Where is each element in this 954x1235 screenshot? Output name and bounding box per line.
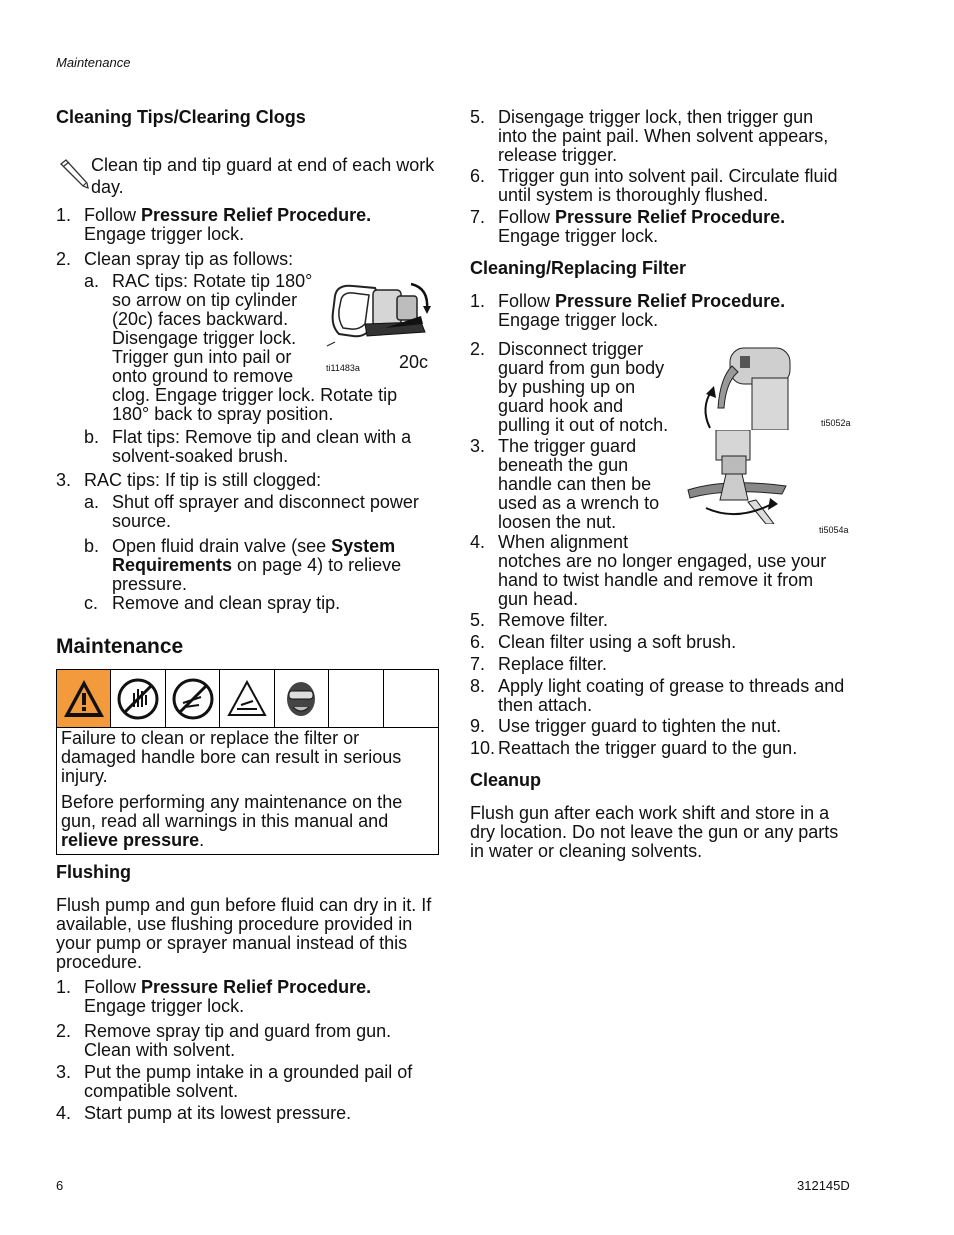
skin-injection-icon [220, 670, 274, 727]
cleanup-text [470, 804, 838, 861]
text-line: hand to twist handle and remove it from [498, 570, 814, 590]
text-line: The trigger guard [498, 436, 637, 456]
text-line: Disengage trigger lock. [112, 328, 297, 348]
step-letter: b. [84, 536, 100, 556]
text-line: Remove spray tip and guard from gun. [84, 1021, 392, 1041]
xref-bold: System [331, 536, 396, 556]
step-bold: Pressure Relief Procedure. [555, 207, 786, 227]
text-line: Follow [498, 291, 556, 311]
list-item [470, 208, 870, 248]
text-line: Engage trigger lock. [498, 226, 659, 246]
step-letter: a. [84, 492, 100, 512]
step-number: 9. [470, 716, 486, 736]
note-pencil-icon [58, 158, 90, 190]
text-line: injury. [61, 766, 108, 786]
xref-bold: Requirements [112, 555, 233, 575]
heading-cleaning-filter: Cleaning/Replacing Filter [470, 258, 687, 278]
step-number: 2. [470, 339, 486, 359]
list-item [84, 493, 444, 533]
step-number: 6. [470, 632, 486, 652]
wrench-nut-figure [686, 430, 808, 524]
figure-caption: ti5052a [821, 418, 851, 428]
text-line: pressure. [112, 574, 188, 594]
step-number: 3. [470, 436, 486, 456]
step-text: Follow [84, 205, 142, 225]
text-line: Flush pump and gun before fluid can dry in it. If [56, 895, 432, 915]
text-line: Before performing any maintenance on the [61, 792, 403, 812]
text-line: Follow [84, 977, 142, 997]
step-number: 10. [470, 738, 496, 758]
text-line: Follow [498, 207, 556, 227]
step-text: RAC tips: If tip is still clogged: [84, 470, 322, 490]
text-line: clog. Engage trigger lock. Rotate tip [112, 385, 398, 405]
text-line: Failure to clean or replace the filter or [61, 728, 360, 748]
step-text: Reattach the trigger guard to the gun. [498, 738, 798, 758]
step-number: 4. [56, 1103, 72, 1123]
step-number: 8. [470, 676, 486, 696]
empty-icon-cell [384, 670, 438, 727]
text-line: in water or cleaning solvents. [470, 841, 703, 861]
no-hand-contact-icon [111, 670, 165, 727]
text-line: then attach. [498, 695, 593, 715]
no-injection-icon [166, 670, 220, 727]
list-item [470, 611, 870, 631]
trigger-guard-figure [690, 338, 810, 430]
text-line: handle can then be [498, 474, 652, 494]
text-line: . [199, 830, 205, 850]
text-line: used as a wrench to [498, 493, 660, 513]
page-number: 6 [56, 1178, 64, 1193]
step-number: 1. [470, 291, 486, 311]
text-line: When alignment [498, 532, 629, 552]
step-text: Replace filter. [498, 654, 608, 674]
text-line: loosen the nut. [498, 512, 617, 532]
step-text: Start pump at its lowest pressure. [84, 1103, 352, 1123]
figure-caption: ti5054a [819, 525, 849, 535]
step-text: Remove and clean spray tip. [112, 593, 341, 613]
document-id: 312145D [797, 1178, 850, 1193]
text-line: release trigger. [498, 145, 618, 165]
step-number: 1. [56, 977, 72, 997]
text-line: guard hook and [498, 396, 624, 416]
list-item [56, 1104, 456, 1124]
list-item [470, 655, 870, 675]
text-line: Apply light coating of grease to threads and [498, 676, 845, 696]
step-bold: Pressure Relief Procedure. [141, 977, 372, 997]
list-item [56, 471, 456, 491]
heading-flushing: Flushing [56, 862, 131, 882]
step-number: 5. [470, 107, 486, 127]
text-line: available, use flushing procedure provided in [56, 914, 413, 934]
step-letter: c. [84, 593, 99, 613]
text-line: dry location. Do not leave the gun or any parts [470, 822, 839, 842]
text-line: Flush gun after each work shift and store in a [470, 803, 830, 823]
warning-bold: relieve pressure [61, 830, 200, 850]
text-line: Put the pump intake in a grounded pail of [84, 1062, 413, 1082]
text-line: Disengage trigger lock, then trigger gun [498, 107, 814, 127]
list-item [470, 533, 870, 613]
list-item [56, 1022, 456, 1062]
text-line: Trigger gun into solvent pail. Circulate fluid [498, 166, 838, 186]
warning-box [56, 669, 439, 855]
step-text: Clean filter using a soft brush. [498, 632, 737, 652]
step-text-line2: Engage trigger lock. [84, 224, 245, 244]
text-line: onto ground to remove [112, 366, 294, 386]
list-item [470, 739, 870, 759]
step-number: 2. [56, 1021, 72, 1041]
empty-icon-cell [329, 670, 383, 727]
text-line: compatible solvent. [84, 1081, 239, 1101]
step-number: 5. [470, 610, 486, 630]
note-text-line2: day. [91, 177, 124, 197]
list-item [470, 677, 870, 717]
text-line: your pump or sprayer manual instead of this [56, 933, 408, 953]
protective-equipment-icon [275, 670, 329, 727]
heading-cleanup: Cleanup [470, 770, 542, 790]
text-line: source. [112, 511, 172, 531]
text-line: Engage trigger lock. [498, 310, 659, 330]
step-bold: Pressure Relief Procedure. [141, 205, 372, 225]
text-line: Engage trigger lock. [84, 996, 245, 1016]
step-number: 7. [470, 654, 486, 674]
text-line: gun, read all warnings in this manual and [61, 811, 389, 831]
text-line: notches are no longer engaged, use your [498, 551, 827, 571]
list-item [56, 1063, 456, 1103]
text-line: RAC tips: Rotate tip 180° [112, 271, 313, 291]
list-item [84, 428, 444, 468]
warning-text-1 [61, 729, 401, 786]
list-item [56, 206, 456, 246]
heading-cleaning-tips: Cleaning Tips/Clearing Clogs [56, 107, 306, 127]
list-item [470, 167, 870, 207]
text-line: solvent-soaked brush. [112, 446, 289, 466]
list-item [470, 340, 690, 440]
step-number: 7. [470, 207, 486, 227]
step-number: 3. [56, 1062, 72, 1082]
warning-text-2 [61, 793, 402, 850]
text-line: Open fluid drain valve (see [112, 536, 332, 556]
running-header: Maintenance [56, 55, 131, 70]
figure-caption: ti11483a [326, 363, 360, 373]
text-line: 180° back to spray position. [112, 404, 334, 424]
step-bold: Pressure Relief Procedure. [555, 291, 786, 311]
list-item [84, 594, 444, 614]
text-line: on page 4) to relieve [232, 555, 402, 575]
warning-icon-row [57, 670, 438, 728]
list-item [470, 633, 870, 653]
text-line: Disconnect trigger [498, 339, 644, 359]
step-text: Clean spray tip as follows: [84, 249, 294, 269]
figure-callout: 20c [399, 352, 429, 372]
step-number: 3. [56, 470, 72, 490]
step-text: Remove filter. [498, 610, 609, 630]
text-line: gun head. [498, 589, 579, 609]
text-line: Shut off sprayer and disconnect power [112, 492, 419, 512]
text-line: Clean with solvent. [84, 1040, 236, 1060]
step-number: 1. [56, 205, 72, 225]
text-line: (20c) faces backward. [112, 309, 289, 329]
text-line: until system is thoroughly flushed. [498, 185, 769, 205]
list-item [470, 292, 870, 332]
warning-triangle-icon [57, 670, 111, 727]
text-line: by pushing up on [498, 377, 636, 397]
list-item [470, 437, 690, 537]
list-item [470, 108, 870, 168]
step-letter: b. [84, 427, 100, 447]
note-text-line1: Clean tip and tip guard at end of each work [91, 155, 435, 175]
text-line: pulling it out of notch. [498, 415, 669, 435]
list-item [84, 537, 444, 597]
list-item [56, 978, 456, 1018]
step-letter: a. [84, 271, 100, 291]
list-item [470, 717, 870, 737]
text-line: damaged handle bore can result in serious [61, 747, 402, 767]
text-line: so arrow on tip cylinder [112, 290, 298, 310]
text-line: beneath the gun [498, 455, 629, 475]
text-line: Trigger gun into pail or [112, 347, 292, 367]
heading-maintenance: Maintenance [56, 635, 184, 658]
flushing-intro [56, 896, 431, 972]
text-line: guard from gun body [498, 358, 665, 378]
text-line: Flat tips: Remove tip and clean with a [112, 427, 412, 447]
step-number: 6. [470, 166, 486, 186]
step-number: 2. [56, 249, 72, 269]
text-line: into the paint pail. When solvent appears, [498, 126, 829, 146]
list-item [56, 250, 456, 270]
text-line: procedure. [56, 952, 143, 972]
step-number: 4. [470, 532, 486, 552]
step-text: Use trigger guard to tighten the nut. [498, 716, 782, 736]
